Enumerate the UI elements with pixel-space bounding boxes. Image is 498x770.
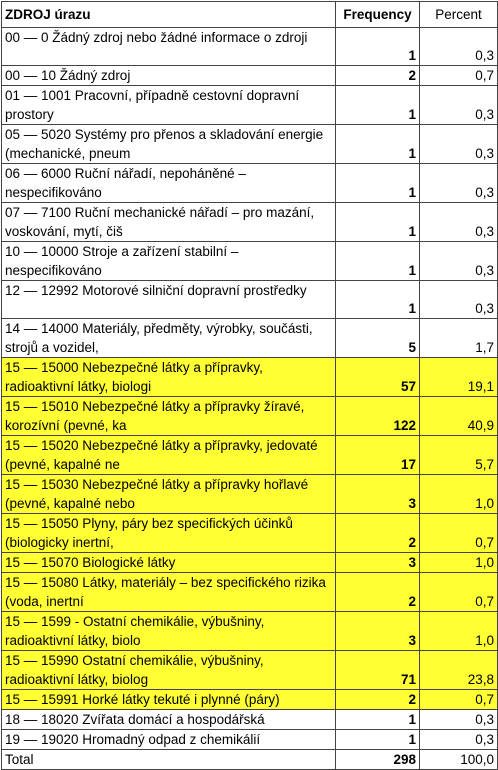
table-row — [2, 730, 498, 750]
total-percent: 100,0 — [420, 750, 498, 770]
frequency-cell: 1 — [336, 730, 420, 750]
table-body — [2, 28, 498, 750]
total-row — [2, 750, 498, 770]
frequency-cell: 1 — [336, 164, 420, 203]
frequency-cell: 3 — [336, 612, 420, 651]
table-row — [2, 573, 498, 612]
percent-cell: 0,3 — [420, 86, 498, 125]
percent-cell: 1,0 — [420, 612, 498, 651]
header-percent: Percent — [420, 2, 498, 28]
frequency-cell: 122 — [336, 397, 420, 436]
percent-cell: 0,7 — [420, 690, 498, 710]
source-cell: 07 — 7100 Ruční mechanické nářadí – pro mazání, voskování, mytí, čiš — [2, 203, 336, 242]
source-cell: 05 — 5020 Systémy pro přenos a skladování energie (mechanické, pneum — [2, 125, 336, 164]
table-row — [2, 203, 498, 242]
source-cell: 15 — 15050 Plyny, páry bez specifických účinků (biologicky inertní, — [2, 514, 336, 553]
table-row — [2, 690, 498, 710]
source-cell: 15 — 1599 - Ostatní chemikálie, výbušniny, radioaktivní látky, biolo — [2, 612, 336, 651]
percent-cell: 1,7 — [420, 319, 498, 358]
percent-cell: 23,8 — [420, 651, 498, 690]
table-row — [2, 612, 498, 651]
header-frequency: Frequency — [336, 2, 420, 28]
percent-cell: 0,3 — [420, 242, 498, 281]
percent-cell: 40,9 — [420, 397, 498, 436]
percent-cell: 0,3 — [420, 125, 498, 164]
percent-cell: 0,7 — [420, 514, 498, 553]
frequency-cell: 2 — [336, 66, 420, 86]
source-cell: 15 — 15030 Nebezpečné látky a přípravky hořlavé (pevné, kapalné nebo — [2, 475, 336, 514]
percent-cell: 0,3 — [420, 710, 498, 730]
source-cell: 15 — 15990 Ostatní chemikálie, výbušniny, radioaktivní látky, biolog — [2, 651, 336, 690]
table-row — [2, 436, 498, 475]
percent-cell: 0,3 — [420, 28, 498, 66]
source-cell: 15 — 15010 Nebezpečné látky a přípravky žíravé, korozívní (pevné, ka — [2, 397, 336, 436]
frequency-cell: 3 — [336, 475, 420, 514]
frequency-cell: 17 — [336, 436, 420, 475]
frequency-cell: 2 — [336, 690, 420, 710]
table-row — [2, 242, 498, 281]
table-row — [2, 281, 498, 319]
source-cell: 00 — 10 Žádný zdroj — [2, 66, 336, 86]
frequency-cell: 1 — [336, 86, 420, 125]
frequency-cell: 1 — [336, 203, 420, 242]
total-frequency: 298 — [336, 750, 420, 770]
source-cell: 19 — 19020 Hromadný odpad z chemikálií — [2, 730, 336, 750]
percent-cell: 0,7 — [420, 573, 498, 612]
total-label: Total — [2, 750, 336, 770]
source-cell: 15 — 15020 Nebezpečné látky a přípravky, jedovaté (pevné, kapalné ne — [2, 436, 336, 475]
percent-cell: 0,3 — [420, 281, 498, 319]
percent-cell: 1,0 — [420, 475, 498, 514]
percent-cell: 0,3 — [420, 203, 498, 242]
source-cell: 14 — 14000 Materiály, předměty, výrobky, součásti, strojů a vozidel, — [2, 319, 336, 358]
source-cell: 15 — 15000 Nebezpečné látky a přípravky, radioaktivní látky, biologi — [2, 358, 336, 397]
frequency-cell: 1 — [336, 242, 420, 281]
source-cell: 10 — 10000 Stroje a zařízení stabilní – nespecifikováno — [2, 242, 336, 281]
source-cell: 12 — 12992 Motorové silniční dopravní prostředky — [2, 281, 336, 319]
source-cell: 18 — 18020 Zvířata domácí a hospodářská — [2, 710, 336, 730]
table-row — [2, 125, 498, 164]
frequency-cell: 2 — [336, 514, 420, 553]
source-cell: 15 — 15080 Látky, materiály – bez specifického rizika (voda, inertní — [2, 573, 336, 612]
table-row — [2, 28, 498, 66]
table-row — [2, 86, 498, 125]
source-cell: 15 — 15070 Biologické látky — [2, 553, 336, 573]
percent-cell: 0,7 — [420, 66, 498, 86]
table-row — [2, 475, 498, 514]
percent-cell: 5,7 — [420, 436, 498, 475]
frequency-cell: 3 — [336, 553, 420, 573]
table-row — [2, 397, 498, 436]
percent-cell: 0,3 — [420, 730, 498, 750]
frequency-cell: 2 — [336, 573, 420, 612]
table-row — [2, 358, 498, 397]
table-row — [2, 164, 498, 203]
table-row — [2, 514, 498, 553]
table-row — [2, 710, 498, 730]
percent-cell: 19,1 — [420, 358, 498, 397]
frequency-cell: 1 — [336, 710, 420, 730]
percent-cell: 0,3 — [420, 164, 498, 203]
table-row — [2, 319, 498, 358]
frequency-cell: 1 — [336, 125, 420, 164]
table-row — [2, 66, 498, 86]
table-row — [2, 553, 498, 573]
frequency-cell: 1 — [336, 281, 420, 319]
header-row — [2, 2, 498, 28]
source-cell: 06 — 6000 Ruční nářadí, nepoháněné – nespecifikováno — [2, 164, 336, 203]
header-source: ZDROJ úrazu — [2, 2, 336, 28]
frequency-cell: 57 — [336, 358, 420, 397]
frequency-cell: 5 — [336, 319, 420, 358]
table-row — [2, 651, 498, 690]
source-cell: 00 — 0 Žádný zdroj nebo žádné informace o zdroji — [2, 28, 336, 66]
frequency-cell: 71 — [336, 651, 420, 690]
frequency-table — [1, 1, 498, 770]
source-cell: 01 — 1001 Pracovní, případně cestovní dopravní prostory — [2, 86, 336, 125]
frequency-cell: 1 — [336, 28, 420, 66]
percent-cell: 1,0 — [420, 553, 498, 573]
source-cell: 15 — 15991 Horké látky tekuté i plynné (páry) — [2, 690, 336, 710]
